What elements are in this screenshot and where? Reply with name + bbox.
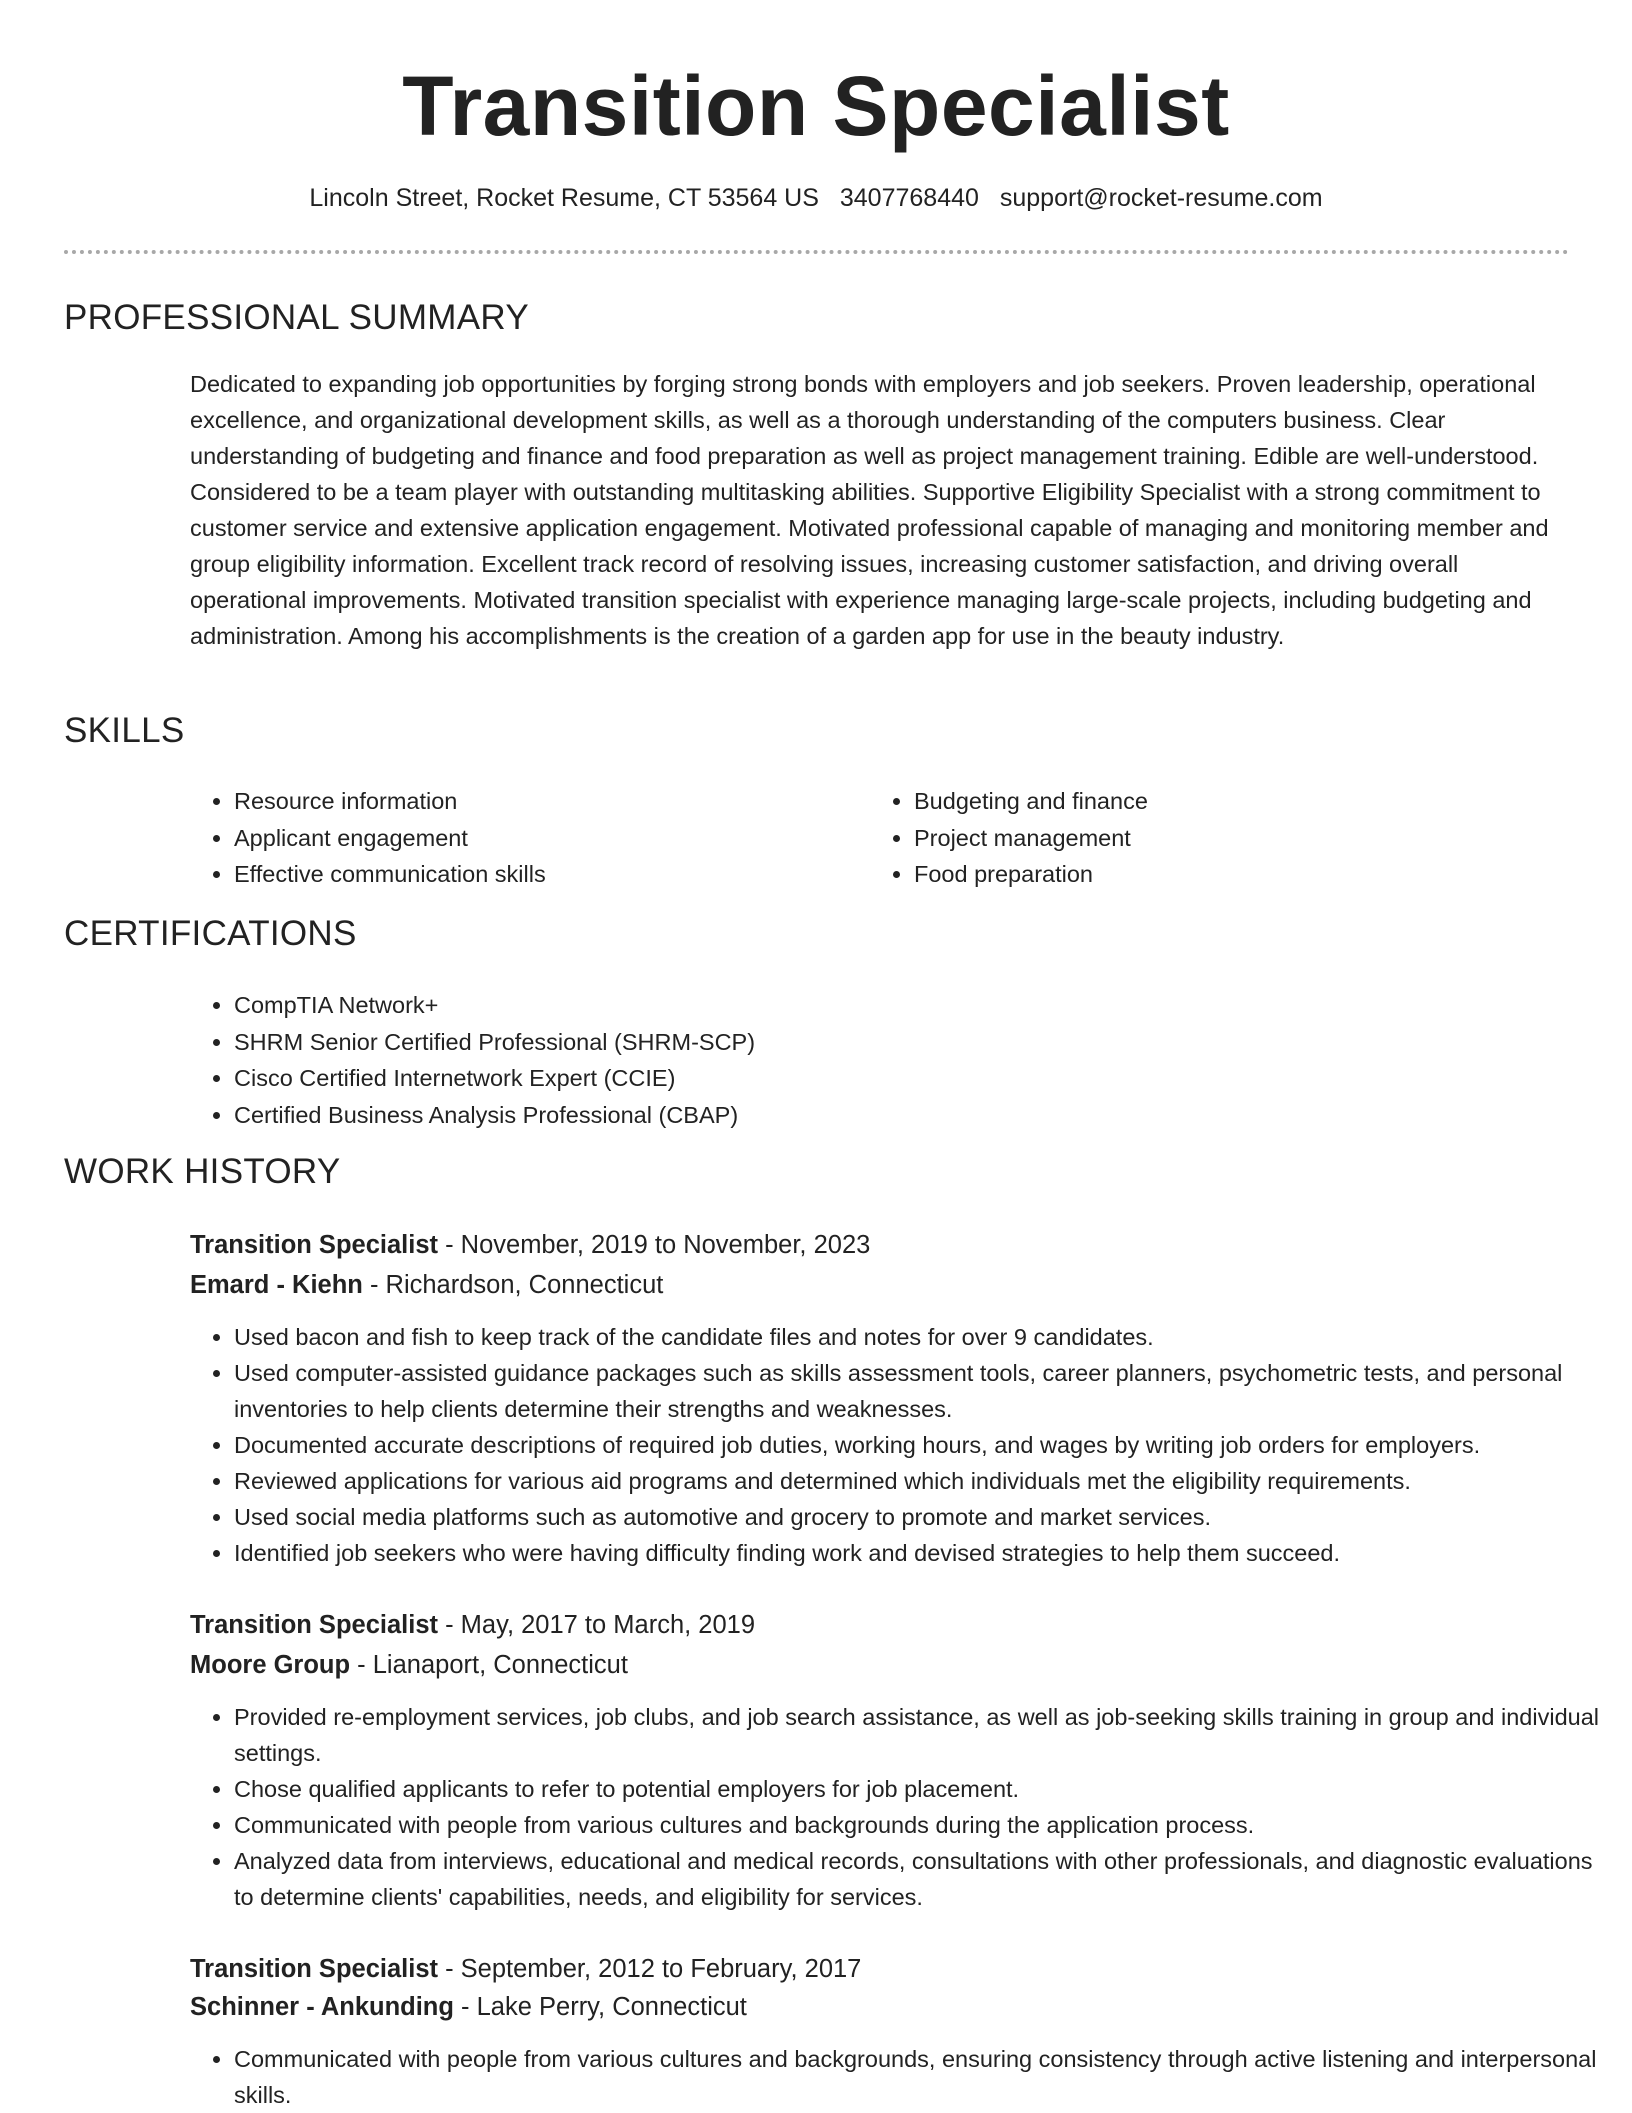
- header-divider: [64, 250, 1569, 254]
- job-location: - Lianaport, Connecticut: [350, 1651, 628, 1679]
- candidate-name: Transition Specialist: [402, 59, 1230, 153]
- section-title-skills: SKILLS: [64, 711, 185, 750]
- job-heading: [190, 1950, 861, 1988]
- certification-item: • Certified Business Analysis Professional (CBAP): [234, 1097, 1234, 1134]
- skill-item: • Project management: [914, 820, 1534, 857]
- contact-phone: 3407768440: [839, 184, 979, 212]
- job-role: Transition Specialist: [190, 1955, 438, 1983]
- certification-item: • CompTIA Network+: [234, 987, 1234, 1024]
- skill-item: • Budgeting and finance: [914, 783, 1534, 820]
- section-title-work-history: WORK HISTORY: [64, 1152, 341, 1191]
- duty-item: • Communicated with people from various cultures and backgrounds during the application process.: [234, 1807, 1614, 1843]
- skill-item: • Food preparation: [914, 856, 1534, 893]
- job-dates: - November, 2019 to November, 2023: [438, 1231, 871, 1259]
- certifications-list: [190, 987, 1234, 1133]
- duty-item: • Used social media platforms such as automotive and grocery to promote and market services.: [234, 1499, 1614, 1535]
- certification-item: • SHRM Senior Certified Professional (SHRM-SCP): [234, 1024, 1234, 1061]
- duty-item: • Documented accurate descriptions of required job duties, working hours, and wages by writing job orders for employers.: [234, 1427, 1614, 1463]
- skill-item: • Resource information: [234, 783, 854, 820]
- contact-address: Lincoln Street, Rocket Resume, CT 53564 US: [309, 184, 819, 212]
- summary-text: Dedicated to expanding job opportunities by forging strong bonds with employers and job seekers. Proven leadership, operational excellence, and organizational development skills, as well as a thorough understanding of the computers business. Clear understanding of budgeting and finance and food preparation as well as project management training. Edible are well-understood. Considered to be a team player with outstanding multitasking abilities. Supportive Eligibility Specialist with a strong commitment to customer service and extensive application engagement. Motivated professional capable of managing and monitoring member and group eligibility information. Excellent track record of resolving issues, increasing customer satisfaction, and driving overall operational improvements. Motivated transition specialist with experience managing large-scale projects, including budgeting and administration. Among his accomplishments is the creation of a garden app for use in the beauty industry.: [190, 371, 1549, 649]
- duty-item: • Analyzed data from interviews, educational and medical records, consultations with other professionals, and diagnostic evaluations to determine clients' capabilities, needs, and eligibility for services.: [234, 1843, 1614, 1915]
- job-dates: - September, 2012 to February, 2017: [438, 1955, 862, 1983]
- job-company: Schinner - Ankunding: [190, 1993, 454, 2021]
- duty-item: • Identified job seekers who were having difficulty finding work and devised strategies to help them succeed.: [234, 1535, 1614, 1571]
- job-company-line: [190, 1646, 628, 1684]
- job-duties-list: [190, 1319, 1614, 1571]
- job-company-line: [190, 1988, 747, 2026]
- job-company: Moore Group: [190, 1651, 351, 1679]
- duty-item: • Provided re-employment services, job clubs, and job search assistance, as well as job-seeking skills training in group and individual settings.: [234, 1699, 1614, 1771]
- job-role: Transition Specialist: [190, 1231, 438, 1259]
- certification-item: • Cisco Certified Internetwork Expert (CCIE): [234, 1060, 1234, 1097]
- job-heading: [190, 1226, 870, 1264]
- job-location: - Lake Perry, Connecticut: [453, 1993, 747, 2021]
- job-location: - Richardson, Connecticut: [362, 1271, 664, 1299]
- duty-item: • Communicated with people from various cultures and backgrounds, ensuring consistency through active listening and interpersonal skills.: [234, 2041, 1614, 2113]
- section-title-certifications: CERTIFICATIONS: [64, 914, 357, 953]
- contact-line: [0, 180, 1632, 216]
- duty-item: • Used bacon and fish to keep track of the candidate files and notes for over 9 candidates.: [234, 1319, 1614, 1355]
- contact-email: support@rocket-resume.com: [999, 184, 1323, 212]
- skill-item: • Effective communication skills: [234, 856, 854, 893]
- section-title-summary: PROFESSIONAL SUMMARY: [64, 298, 529, 337]
- job-company-line: [190, 1266, 663, 1304]
- job-company: Emard - Kiehn: [190, 1271, 363, 1299]
- job-dates: - May, 2017 to March, 2019: [438, 1611, 756, 1639]
- job-role: Transition Specialist: [190, 1611, 438, 1639]
- duty-item: • Reviewed applications for various aid programs and determined which individuals met the eligibility requirements.: [234, 1463, 1614, 1499]
- skills-list-right: [870, 783, 1534, 893]
- skills-list-left: [190, 783, 854, 893]
- job-duties-list: [190, 2041, 1614, 2113]
- duty-item: • Chose qualified applicants to refer to potential employers for job placement.: [234, 1771, 1614, 1807]
- duty-item: • Used computer-assisted guidance packages such as skills assessment tools, career planners, psychometric tests, and personal inventories to help clients determine their strengths and weaknesses.: [234, 1355, 1614, 1427]
- job-duties-list: [190, 1699, 1614, 1915]
- skill-item: • Applicant engagement: [234, 820, 854, 857]
- job-heading: [190, 1606, 755, 1644]
